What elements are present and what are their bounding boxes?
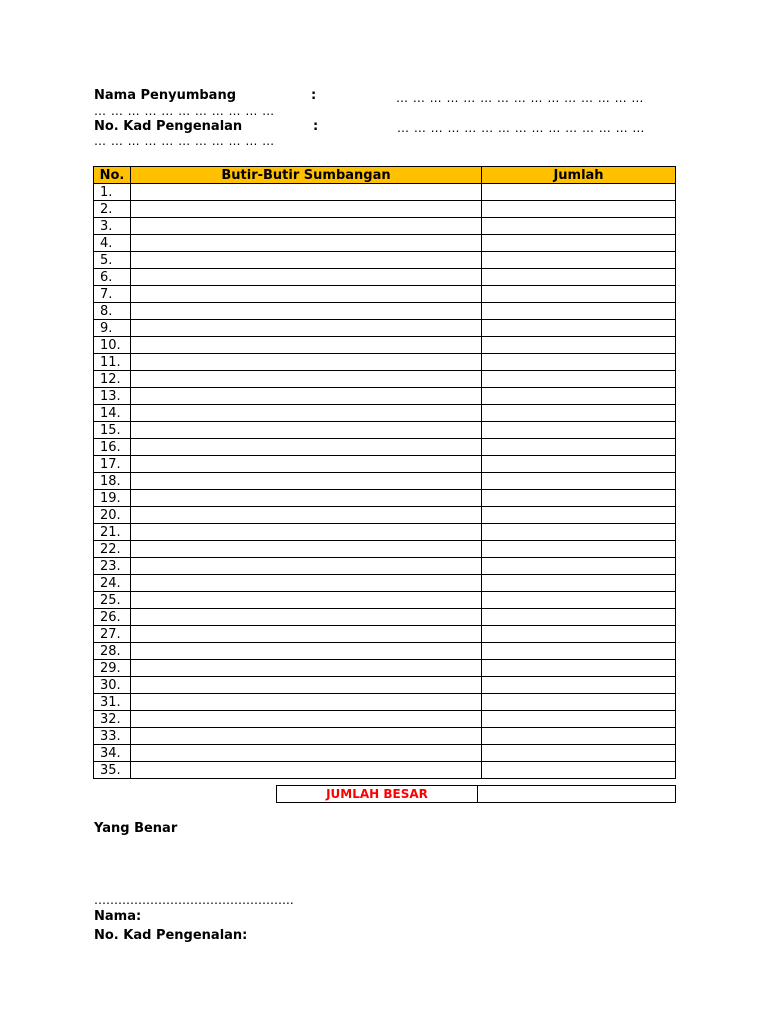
item-cell[interactable] — [131, 439, 482, 456]
item-cell[interactable] — [131, 762, 482, 779]
table-row — [94, 660, 676, 677]
item-cell[interactable] — [131, 711, 482, 728]
table-row — [94, 507, 676, 524]
table-row — [94, 609, 676, 626]
item-cell[interactable] — [131, 286, 482, 303]
item-cell[interactable] — [131, 201, 482, 218]
item-cell[interactable] — [131, 677, 482, 694]
item-cell[interactable] — [131, 507, 482, 524]
amount-cell[interactable] — [482, 456, 676, 473]
row-number: 17. — [94, 456, 131, 473]
signer-ic-label: No. Kad Pengenalan: — [94, 928, 248, 943]
table-row — [94, 269, 676, 286]
row-number: 20. — [94, 507, 131, 524]
item-cell[interactable] — [131, 694, 482, 711]
row-number: 14. — [94, 405, 131, 422]
row-number: 33. — [94, 728, 131, 745]
item-cell[interactable] — [131, 337, 482, 354]
table-row — [94, 490, 676, 507]
row-number: 11. — [94, 354, 131, 371]
item-cell[interactable] — [131, 473, 482, 490]
amount-cell[interactable] — [482, 201, 676, 218]
yang-benar-label: Yang Benar — [94, 821, 178, 836]
item-cell[interactable] — [131, 575, 482, 592]
table-row — [94, 677, 676, 694]
item-cell[interactable] — [131, 660, 482, 677]
row-number: 6. — [94, 269, 131, 286]
column-header-amount: Jumlah — [482, 167, 676, 184]
row-number: 13. — [94, 388, 131, 405]
amount-cell[interactable] — [482, 728, 676, 745]
ic-number-dots-line1[interactable]: … … … … … … … … … … … … … … … — [397, 121, 645, 135]
table-row — [94, 694, 676, 711]
ic-number-dots-line2[interactable]: … … … … … … … … … … … — [94, 134, 275, 148]
amount-cell[interactable] — [482, 303, 676, 320]
donor-name-dots-line2[interactable]: … … … … … … … … … … … — [94, 104, 275, 118]
table-row — [94, 337, 676, 354]
amount-cell[interactable] — [482, 575, 676, 592]
ic-number-colon: : — [313, 119, 319, 134]
table-header-row — [94, 167, 676, 184]
item-cell[interactable] — [131, 354, 482, 371]
table-row — [94, 558, 676, 575]
table-row — [94, 728, 676, 745]
donor-name-dots-line1[interactable]: … … … … … … … … … … … … … … … — [396, 91, 644, 105]
item-cell[interactable] — [131, 405, 482, 422]
amount-cell[interactable] — [482, 609, 676, 626]
table-row — [94, 303, 676, 320]
grand-total-value[interactable] — [478, 786, 676, 803]
row-number: 34. — [94, 745, 131, 762]
amount-cell[interactable] — [482, 745, 676, 762]
item-cell[interactable] — [131, 422, 482, 439]
grand-total-table — [276, 785, 676, 803]
amount-cell[interactable] — [482, 252, 676, 269]
item-cell[interactable] — [131, 388, 482, 405]
amount-cell[interactable] — [482, 405, 676, 422]
row-number: 8. — [94, 303, 131, 320]
row-number: 25. — [94, 592, 131, 609]
item-cell[interactable] — [131, 252, 482, 269]
signature-line[interactable]: ………………………………………….. — [94, 893, 294, 907]
table-row — [94, 371, 676, 388]
item-cell[interactable] — [131, 218, 482, 235]
column-header-item: Butir-Butir Sumbangan — [131, 167, 482, 184]
table-row — [94, 541, 676, 558]
amount-cell[interactable] — [482, 558, 676, 575]
amount-cell[interactable] — [482, 388, 676, 405]
row-number: 24. — [94, 575, 131, 592]
table-row — [94, 762, 676, 779]
row-number: 23. — [94, 558, 131, 575]
item-cell[interactable] — [131, 728, 482, 745]
amount-cell[interactable] — [482, 218, 676, 235]
row-number: 21. — [94, 524, 131, 541]
table-row — [94, 745, 676, 762]
row-number: 22. — [94, 541, 131, 558]
table-row — [94, 456, 676, 473]
item-cell[interactable] — [131, 745, 482, 762]
contribution-table — [93, 166, 676, 779]
row-number: 35. — [94, 762, 131, 779]
donor-name-colon: : — [311, 88, 317, 103]
amount-cell[interactable] — [482, 320, 676, 337]
item-cell[interactable] — [131, 609, 482, 626]
row-number: 1. — [94, 184, 131, 201]
signer-name-label: Nama: — [94, 909, 142, 924]
table-row — [94, 286, 676, 303]
table-row — [94, 405, 676, 422]
row-number: 12. — [94, 371, 131, 388]
table-row — [94, 711, 676, 728]
amount-cell[interactable] — [482, 422, 676, 439]
item-cell[interactable] — [131, 320, 482, 337]
row-number: 27. — [94, 626, 131, 643]
row-number: 7. — [94, 286, 131, 303]
amount-cell[interactable] — [482, 524, 676, 541]
table-row — [94, 524, 676, 541]
row-number: 3. — [94, 218, 131, 235]
item-cell[interactable] — [131, 626, 482, 643]
table-row — [94, 422, 676, 439]
row-number: 18. — [94, 473, 131, 490]
amount-cell[interactable] — [482, 286, 676, 303]
grand-total-label: JUMLAH BESAR — [277, 786, 478, 803]
table-row — [94, 439, 676, 456]
amount-cell[interactable] — [482, 337, 676, 354]
row-number: 16. — [94, 439, 131, 456]
item-cell[interactable] — [131, 235, 482, 252]
row-number: 15. — [94, 422, 131, 439]
row-number: 2. — [94, 201, 131, 218]
table-row — [94, 252, 676, 269]
amount-cell[interactable] — [482, 660, 676, 677]
row-number: 30. — [94, 677, 131, 694]
item-cell[interactable] — [131, 541, 482, 558]
table-row — [94, 626, 676, 643]
table-row — [94, 643, 676, 660]
item-cell[interactable] — [131, 371, 482, 388]
amount-cell[interactable] — [482, 439, 676, 456]
row-number: 4. — [94, 235, 131, 252]
table-row — [94, 388, 676, 405]
amount-cell[interactable] — [482, 269, 676, 286]
row-number: 28. — [94, 643, 131, 660]
table-row — [94, 354, 676, 371]
row-number: 31. — [94, 694, 131, 711]
amount-cell[interactable] — [482, 677, 676, 694]
table-row — [94, 184, 676, 201]
amount-cell[interactable] — [482, 507, 676, 524]
item-cell[interactable] — [131, 456, 482, 473]
amount-cell[interactable] — [482, 711, 676, 728]
item-cell[interactable] — [131, 558, 482, 575]
column-header-no: No. — [94, 167, 131, 184]
table-row — [94, 575, 676, 592]
amount-cell[interactable] — [482, 371, 676, 388]
item-cell[interactable] — [131, 269, 482, 286]
row-number: 32. — [94, 711, 131, 728]
item-cell[interactable] — [131, 184, 482, 201]
item-cell[interactable] — [131, 490, 482, 507]
amount-cell[interactable] — [482, 643, 676, 660]
row-number: 26. — [94, 609, 131, 626]
amount-cell[interactable] — [482, 541, 676, 558]
table-row — [94, 592, 676, 609]
table-row — [94, 473, 676, 490]
table-row — [94, 235, 676, 252]
amount-cell[interactable] — [482, 762, 676, 779]
amount-cell[interactable] — [482, 235, 676, 252]
item-cell[interactable] — [131, 592, 482, 609]
table-row — [94, 320, 676, 337]
amount-cell[interactable] — [482, 354, 676, 371]
donor-name-label: Nama Penyumbang — [94, 88, 237, 103]
ic-number-label: No. Kad Pengenalan — [94, 119, 243, 134]
item-cell[interactable] — [131, 643, 482, 660]
amount-cell[interactable] — [482, 184, 676, 201]
table-row — [94, 218, 676, 235]
amount-cell[interactable] — [482, 626, 676, 643]
row-number: 10. — [94, 337, 131, 354]
item-cell[interactable] — [131, 303, 482, 320]
row-number: 9. — [94, 320, 131, 337]
row-number: 19. — [94, 490, 131, 507]
item-cell[interactable] — [131, 524, 482, 541]
row-number: 29. — [94, 660, 131, 677]
table-row — [94, 201, 676, 218]
amount-cell[interactable] — [482, 473, 676, 490]
amount-cell[interactable] — [482, 592, 676, 609]
amount-cell[interactable] — [482, 490, 676, 507]
amount-cell[interactable] — [482, 694, 676, 711]
row-number: 5. — [94, 252, 131, 269]
grand-total-row — [277, 786, 676, 803]
